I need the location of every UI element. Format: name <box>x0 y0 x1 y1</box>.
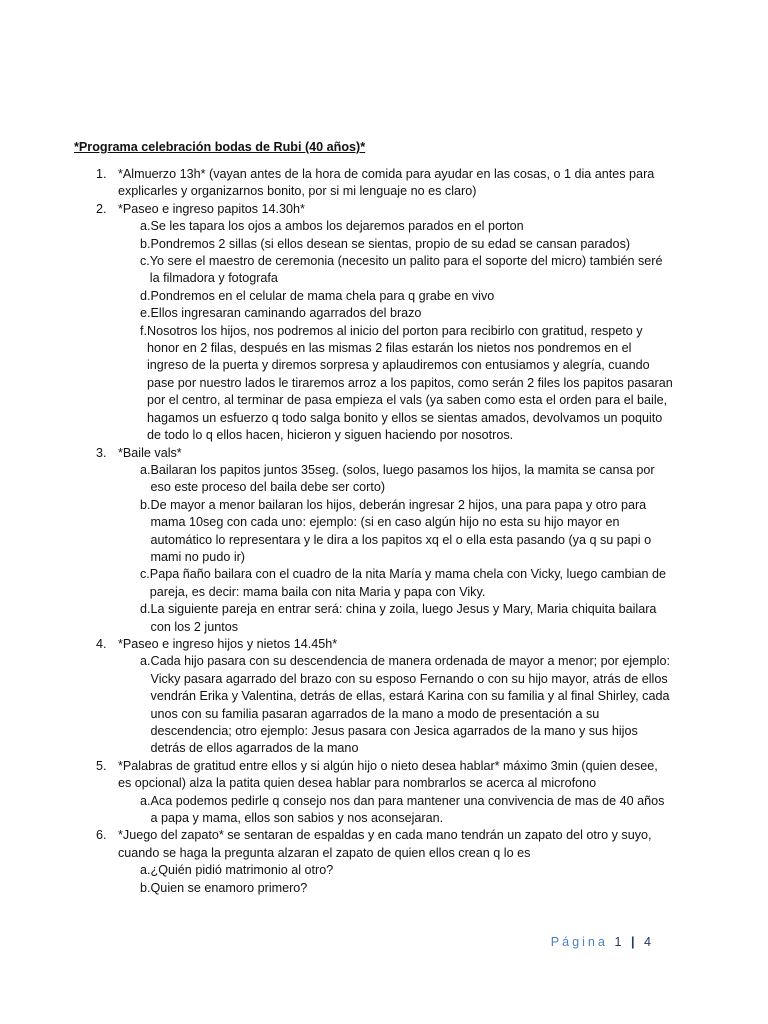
sub-item-letter: b. <box>140 236 151 251</box>
sub-item-letter: a. <box>140 462 151 477</box>
sub-item <box>118 793 674 828</box>
page-label: Página <box>550 935 608 949</box>
sub-item-text: Aca podemos pedirle q consejo nos dan para mantener una convivencia de mas de 40 años a papa y mama, ellos son sabios y nos aconsejaran. <box>150 793 665 826</box>
item-body <box>118 636 674 758</box>
sub-item <box>118 462 674 497</box>
item-text: *Paseo e ingreso papitos 14.30h* <box>118 201 305 216</box>
item-text: *Palabras de gratitud entre ellos y si algún hijo o nieto desea hablar* máximo 3min (quien desee, es opcional) alza la patita quien desea hablar para nombrarlos se acerca al microfono <box>118 758 658 791</box>
sub-item-text: La siguiente pareja en entrar será: china y zoila, luego Jesus y Mary, Maria chiquita bailara con los 2 juntos <box>150 602 657 634</box>
item-body <box>118 201 674 445</box>
sub-list <box>118 218 674 444</box>
program-item <box>74 445 674 636</box>
sub-item <box>118 305 674 322</box>
sub-item-letter: f. <box>140 323 147 338</box>
sub-item-text: Bailaran los papitos juntos 35seg. (solos, luego pasamos los hijos, la mamita se cansa por eso este proceso del baila debe ser corto) <box>150 462 655 495</box>
program-item <box>74 166 674 201</box>
item-number: 6. <box>96 828 107 843</box>
sub-item <box>118 566 674 601</box>
item-text: *Juego del zapato* se sentaran de espaldas y en cada mano tendrán un zapato del otro y suyo, cuando se haga la pregunta alzaran el zapato de quien ellos crean q lo es <box>118 828 652 860</box>
total-pages: 4 <box>643 935 654 949</box>
page-separator: | <box>630 935 638 949</box>
sub-item-letter: e. <box>140 306 151 321</box>
sub-item-text: Nosotros los hijos, nos podremos al inicio del porton para recibirlo con gratitud, respeto y honor en 2 filas, después en las mismas 2 filas estarán los nietos nos pondremos en el ingreso de la puerta y diremos sorpresa y aplaudiremos con entusiamos y alegría, cuando pase por nuestro lados le tiraremos arroz a los papitos, como serán 2 files los papitos pasaran por el centro, al terminar de pasa empieza el vals (ya saben como esta el orden para el baile, hagamos un esfuerzo q todo salga bonito y ellos se sientas amados, devolvamos un poquito de todo lo q ellos hacen, hicieron y siguen haciendo por nosotros. <box>147 323 673 443</box>
sub-item-text: Ellos ingresaran caminando agarrados del brazo <box>150 306 422 321</box>
sub-item-letter: a. <box>140 219 151 234</box>
sub-item <box>118 253 674 288</box>
sub-list <box>118 653 674 757</box>
sub-item <box>118 601 674 636</box>
sub-item <box>118 497 674 567</box>
sub-item <box>118 218 674 235</box>
sub-item-letter: a. <box>140 654 151 669</box>
sub-item <box>118 236 674 253</box>
program-item <box>74 827 674 897</box>
program-item <box>74 758 674 828</box>
item-number: 1. <box>96 167 107 181</box>
sub-item-letter: a. <box>140 863 151 878</box>
sub-item-letter: d. <box>140 288 151 303</box>
item-body <box>118 445 674 636</box>
sub-item-letter: a. <box>140 793 151 808</box>
program-list <box>74 166 674 897</box>
sub-item-text: Pondremos en el celular de mama chela para q grabe en vivo <box>150 288 495 303</box>
sub-item-letter: b. <box>140 497 151 512</box>
sub-list <box>118 462 674 636</box>
sub-item <box>118 653 674 757</box>
sub-item <box>118 288 674 305</box>
sub-item <box>118 862 674 879</box>
sub-item <box>118 323 674 445</box>
item-number: 3. <box>96 445 107 460</box>
sub-item-letter: c. <box>140 254 150 269</box>
item-text: *Paseo e ingreso hijos y nietos 14.45h* <box>118 636 338 651</box>
document-title: *Programa celebración bodas de Rubi (40 años)* <box>74 140 366 154</box>
sub-item-text: Papa ñaño bailara con el cuadro de la nita María y mama chela con Vicky, luego cambian de pareja, es decir: mama baila con nita Maria y papa con Viky. <box>149 567 666 599</box>
item-text: *Baile vals* <box>118 445 182 460</box>
program-item <box>74 201 674 445</box>
sub-item-text: ¿Quién pidió matrimonio al otro? <box>150 863 334 878</box>
item-body <box>118 758 674 828</box>
sub-item-text: Yo sere el maestro de ceremonia (necesito un palito para el soporte del micro) también seré la filmadora y fotografa <box>149 254 663 286</box>
sub-item-letter: d. <box>140 602 151 617</box>
sub-item-text: Pondremos 2 sillas (si ellos desean se sientas, propio de su edad se cansan parados) <box>150 236 631 251</box>
sub-item-text: De mayor a menor bailaran los hijos, deberán ingresar 2 hijos, una para papa y otro para mama 10seg con cada uno: ejemplo: (si en caso algún hijo no esta su hijo mayor en automático lo representara y le dira a los papitos xq el o ella esta pasando (ya q su papi o mami no pudo ir) <box>150 497 652 564</box>
item-number: 5. <box>96 758 107 773</box>
page-number: 1 <box>614 935 625 949</box>
item-body <box>118 827 674 897</box>
sub-list <box>118 862 674 897</box>
sub-list <box>118 793 674 828</box>
item-number: 4. <box>96 636 107 651</box>
sub-item-letter: c. <box>140 567 150 582</box>
sub-item-text: Quien se enamoro primero? <box>150 880 308 895</box>
sub-item-letter: b. <box>140 880 151 895</box>
page-footer <box>551 934 654 951</box>
sub-item-text: Cada hijo pasara con su descendencia de manera ordenada de mayor a menor; por ejemplo: Vicky pasara agarrado del brazo con su esposo Fernando o con su hijo mayor, atrás de ellos vendrán Erika y Valentina, detrás de ellas, estará Karina con su familia y al final Shirley, cada unos con su familia pasaran agarrados de la mano a modo de presentación a su descendencia; otro ejemplo: Jesus pasara con Jesica agarrados de la mano y sus hijos detrás de ellos agarrados de la mano <box>150 654 670 756</box>
program-item <box>74 636 674 758</box>
sub-item <box>118 880 674 897</box>
item-number: 2. <box>96 201 107 216</box>
item-body <box>118 166 674 201</box>
item-text: *Almuerzo 13h* (vayan antes de la hora de comida para ayudar en las cosas, o 1 dia antes para explicarles y organizarnos bonito, por si mi lenguaje no es claro) <box>118 167 655 199</box>
sub-item-text: Se les tapara los ojos a ambos los dejaremos parados en el porton <box>150 219 524 234</box>
